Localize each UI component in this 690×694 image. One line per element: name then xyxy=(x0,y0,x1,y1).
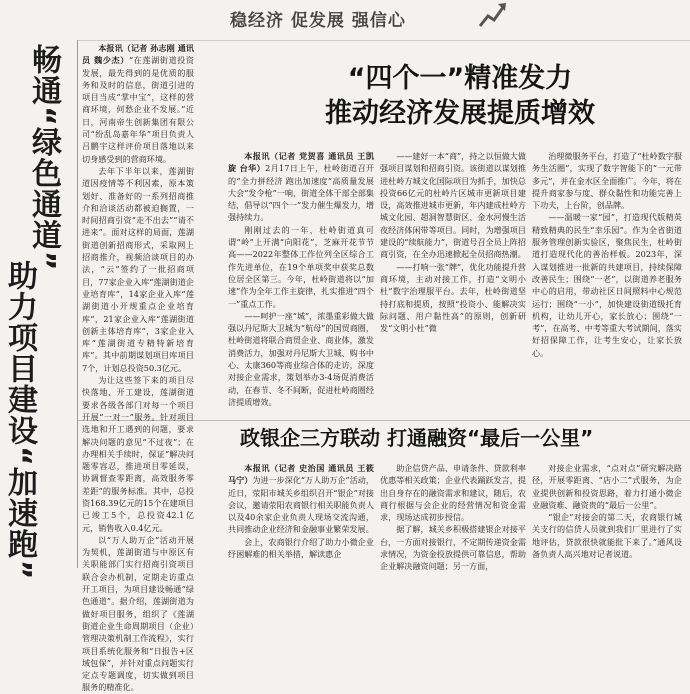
main-headline-line-2: 推动经济发展提质增效 xyxy=(325,98,595,129)
bottom-story-para: 会上，农商银行介绍了助力小微企业纾困解难的相关举措，解读惠企 xyxy=(228,536,374,560)
main-story-col-2 xyxy=(380,150,526,418)
main-story-headline xyxy=(270,62,650,132)
left-story-para: 以“万人助万企”活动开展为契机，莲湖街道与中原区有关职能部门实行招商引资项目联合会办机制，定期走访重点开工项目，为项目建设畅通“绿色通道”。据介绍，莲湖街道为做好项目服务，组织了《莲湖街道企业生命周期项目（企业）管理决策机制工作流程》，实行项目系统化服务和“日报告+区域包保”，并针对重点问题实行定点专题调度，切实做到项目服务的精准化。 xyxy=(82,534,194,693)
bottom-story-col-1 xyxy=(228,462,374,568)
banner-slogan: 稳经济 促发展 强信心 xyxy=(230,11,406,31)
bottom-story-byline: 本报讯（记者 史治国 通讯员 王筱 马宁） xyxy=(228,463,374,486)
left-column-rule xyxy=(77,40,78,568)
main-story-para: 2月17日上午，杜岭街道召开的“全力拼经济 跑出加速度”高质量发展大会“发令枪”一响，街道全体干部全部集结，倡导以“四个一”发力催生爆发力，增强持续力。 xyxy=(228,163,374,223)
main-story-para: 刚刚过去的一年，杜岭街道真可谓“岭”上开满“向阳花”，芝麻开花节节高——2022年整体工作位列全区综合工作先进单位，在19个单项奖中获奖总数位居全区第三。今年，杜岭街道将以“加速”作为全年工作主旋律，扎实推进“四个一”重点工作。 xyxy=(228,224,374,309)
main-story-para: 治理微服务平台，打造了“杜岭数字服务生活圈”，实现了数字智能下的“一元带多元”，并在金水区全面推广。今年，将在提升商家参与度、群众黏性和功能完善上下功夫，上台阶，创品牌。 xyxy=(532,151,682,211)
main-story-para: ——温暖一家“园”，打造现代版精英精致精典的民生“幸乐园”。作为全省街道服务管理创新实验区，聚焦民生，杜岭街道打造现代化的善治样板。2023年，深入谋划推进一批新的共建项目，持续保障改善民生；围绕“一老”，以街道养老服务中心的启用，带动社区日间照料中心规范运行；围绕“一小”，加快建设街道级托育机构，让幼儿开心，家长放心；围绕“一考”，在高考、中考等重大考试期间，落实好招保障工作，让考生安心，让家长放心。 xyxy=(532,212,682,358)
main-story-para: ——打响一张“牌”，优化功能提升营商环境，主动对接工作，打造“文明小杜”数字治理服平台。去年，杜岭街道坚持打底和提质，按照“投资小、能解决实际问题、用户黏性高”的原则，创新研发“文明小杜”微 xyxy=(380,261,526,334)
main-story-para: ——建好一本“商”，持之以恒做大做强项目谋划和招商引资。该街道以谋划推进杜岭方城文化国际项目为抓手，加快总投资66亿元的杜岭片区城市更新项目建设，高效推进城市更新，年内建成杜岭方城文化园、超洞智慧街区、金水河慢生活夜经济体闲带等项目。同时，为增强项目建设的“续航能力”，街道号召全员上阵招商引资，在全办迅速掀起全员招商热潮。 xyxy=(380,151,526,260)
bottom-story-para: 为进一步深化“万人助万企”活动，近日，荥阳市城关乡组织召开“银企”对接会议，邀请荥阳农商银行相关职能负责人以及40余家企业负责人现场交流沟通，共同推动企业经济和金融事业繁荣发展。 xyxy=(228,475,374,535)
left-story-para: “在莲湖街道投资发展，最先得到的是优质的服务和及时的信息，街道引进的项目当成“掌中宝”，这样的营商环境，何愁企业不发展。”近日，河南帝生创新集团有限公司“纷乱岛嘉年华”项目负责人吕鹏宇这样评价项目落地以来切身感受到的营商环境。 xyxy=(82,55,194,164)
top-rule xyxy=(78,40,690,41)
left-story-para: 为让这些签下来的项目尽快落地、开工建设，莲湖街道要求各级各部门对每一个项目开展“一对一”服务。针对项目选地和开工遇到的问题，要求解决问题的意见“不过夜”；在办理相关手续时，保证“解决问题零容忍，推进项目零延误，协调督查零距离，高效服务零差距”的服务标准。其中，总投资168.39亿元的15个在建项目已竣工5个，总投资42.1亿元，销售收入0.4亿元。 xyxy=(82,375,194,533)
bottom-story-col-2 xyxy=(380,462,526,572)
bottom-story-para: 助企信贷产品、申请条件、贷款利率优惠等相关政策；企业代表踊跃发言，提出自身存在的融资需求和建议，随后，农商行根据与会企业的经营情况和资金需求，现场达成初步授信。 xyxy=(380,463,526,523)
left-story-headline-1: 畅通“绿色通道” xyxy=(26,44,61,272)
bottom-story-para: 对接企业需求，“点对点”研究解决路径，开展零距离、“店小二”式服务，为企业提供创新和投资思路，着力打通小微企业融资难、融资贵的“最后一公里”。 xyxy=(532,463,682,510)
bottom-story-headline: 政银企三方联动 打通融资“最后一公里” xyxy=(240,426,594,450)
growth-arrow-icon xyxy=(478,0,508,28)
bottom-story-col-3 xyxy=(532,462,682,568)
main-headline-line-1: “四个一”精准发力 xyxy=(347,63,573,94)
main-story-byline: 本报讯（记者 党贺喜 通讯员 王凯旋 台华） xyxy=(228,151,374,174)
main-story-col-3 xyxy=(532,150,682,418)
main-story-para: ——呵护一座“城”，浓墨重彩做大做强以丹尼斯大卫城为“航母”的国贸商圈，杜岭街道将联合商贸企业、商业体，激发消费活力，加强对丹尼斯大卫城、购书中心、太康360等商业综合体的走访，深度对接企业需求，策划举办3-4场促消费活动，在春节、冬不间断，促进杜岭商圈经济提质增效。 xyxy=(228,310,374,407)
left-story-byline: 本报讯（记者 孙志刚 通讯员 魏少杰） xyxy=(82,43,194,66)
left-story-headline-2: 助力项目建设“加速跑” xyxy=(2,260,37,581)
section-banner xyxy=(0,0,690,40)
bottom-story-para: “银企”对接会的第二天，农商银行城关支行的信贷人员就到我们厂里进行了实地评估，贷款很快就能批下来了。”通风设备负责人高兴地对记者说道。 xyxy=(532,512,682,560)
left-story-para: 去年下半年以来，莲湖街道因疫情等不利因素，原本策划好、准备好的一系列招商推介和洽谈活动都被迫搁置，一时间招商引资“走不出去”“请不进来”。面对这样的局面，莲湖街道创新招商形式，采取网上招商推介，视频洽谈项目的办法，“云”签约了一批招商项目，77家企业入库“莲湖街道企业培育库”，14家企业入库“莲湖街道小开规重点企业培育库”，21家企业入库“莲湖街道创新主体培育库”，3家企业入库“莲湖街道专精特新培育库”。其中前期谋划项目库项目7个，计划总投资50.3亿元。 xyxy=(82,165,194,373)
main-story-col-1 xyxy=(228,150,374,418)
bottom-story-para: 据了解，城关乡积极搭建银企对接平台，一方面对接银行，不定期传递资金需求情况，为资金投放提供可靠信息，帮助企业解决融资问题；另一方面， xyxy=(380,524,526,572)
left-story-body xyxy=(82,42,194,693)
